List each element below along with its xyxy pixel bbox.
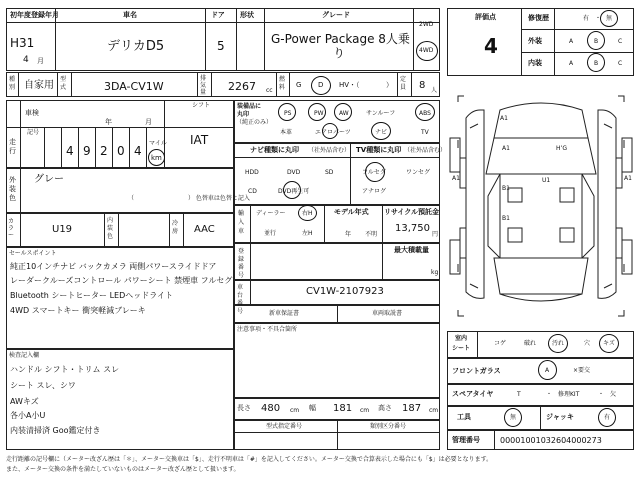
km-circle (148, 149, 165, 166)
mileage-digit: 4 (66, 144, 74, 158)
interior-color-label: 内装色 (107, 217, 114, 240)
int-grade-a: A (569, 60, 574, 67)
divider (540, 406, 541, 430)
shift-label: シフト (192, 102, 211, 109)
class-no-label: 類別区分番号 (370, 423, 407, 430)
navi-sd: SD (325, 169, 334, 176)
navi-dvd-play: DVD再生可 (278, 188, 310, 195)
ac-value: AAC (194, 224, 215, 235)
front-glass-label: フロントガラス (452, 367, 501, 375)
int-grade-c: C (618, 60, 623, 67)
inspection-label: 車検 (25, 109, 39, 117)
equipment-label-3: （純正のみ） (236, 119, 273, 126)
abs-circle (415, 103, 435, 121)
import-left-h: 左H (302, 230, 313, 237)
jack-circle (598, 408, 616, 427)
spare-sep: ・ (546, 391, 553, 398)
fuel-label: 燃料 (279, 76, 286, 91)
ext-b-circle (587, 31, 605, 50)
class-label: 種別 (9, 76, 16, 91)
new-warranty: 新車保証書 (269, 310, 300, 317)
divider (554, 8, 555, 76)
equip-ps: PS (284, 110, 292, 117)
length-value: 480 (261, 403, 281, 414)
interior-rating-label: 内装 (528, 59, 542, 67)
inspector-line: ハンドル シフト・トリム スレ (10, 365, 120, 374)
equip-tv: TV (421, 129, 429, 136)
drive-circle (416, 41, 438, 61)
spare-label: スペアタイヤ (452, 390, 494, 398)
kizu-circle (599, 334, 619, 353)
divider (324, 205, 325, 243)
sales-point-line: 純正10インチナビ バックカメラ 両側パワースライドドア (10, 262, 217, 271)
doors-value: 5 (217, 39, 225, 53)
divider (521, 52, 634, 53)
diagram-label: A1 (500, 115, 508, 122)
width-value: 181 (333, 403, 353, 414)
cm-unit-2: cm (360, 407, 370, 414)
divider (337, 305, 338, 323)
sales-points-label: セールスポイント (9, 250, 57, 257)
digit-divider (146, 127, 147, 168)
ext-grade-a: A (569, 38, 574, 45)
cm-unit-1: cm (290, 407, 300, 414)
fuel-close: ） (386, 81, 393, 89)
exterior-label: 外装色 (9, 176, 16, 202)
fg-a-circle (538, 360, 557, 380)
km-label: km (151, 154, 162, 162)
navi-cd: CD (248, 188, 257, 195)
divider (250, 280, 251, 305)
digit-divider (44, 127, 45, 168)
digit-divider (95, 127, 96, 168)
month-unit: 月 (37, 57, 44, 65)
manual: 車両取説書 (372, 310, 403, 317)
fuel-g: G (296, 81, 302, 89)
divider (6, 127, 234, 128)
rating-value: 4 (484, 34, 498, 58)
divider (234, 157, 440, 158)
right-h-circle (298, 205, 317, 221)
divider (276, 72, 277, 97)
fuel-d-circle (311, 76, 331, 95)
equip-leather: 本革 (280, 129, 293, 136)
seat-kizu: キズ (603, 340, 615, 347)
diagram-label: U1 (542, 177, 551, 184)
capacity-label: 定員 (400, 76, 407, 91)
seat-label-2: シート (452, 345, 471, 352)
spare-t: T (517, 391, 521, 398)
divider (264, 8, 265, 71)
capacity-value: 8 (419, 80, 426, 91)
divider (411, 72, 412, 97)
divider (71, 72, 72, 97)
recycle-label: リサイクル預託金 (384, 208, 440, 216)
divider (236, 8, 237, 71)
divider (20, 100, 21, 168)
divider (382, 205, 383, 243)
model-value: 3DA-CV1W (104, 80, 164, 93)
model-year-unit: 年 (345, 231, 352, 238)
model-year-label: モデル年式 (334, 208, 369, 216)
divider (289, 72, 290, 97)
yen-unit: 円 (432, 231, 439, 238)
fullseg-circle (365, 162, 385, 182)
doors-label: ドア (211, 11, 225, 19)
divider (18, 72, 19, 97)
digit-divider (78, 127, 79, 168)
model-label: 型式 (60, 76, 67, 91)
inspector-line: 内装清掃済 Goo鑑定付き (10, 426, 101, 435)
front-glass-need: ×要交 (573, 367, 591, 374)
equip-aw: AW (339, 110, 349, 117)
kg-unit: kg (431, 269, 439, 276)
int-grade-b: B (594, 60, 599, 67)
displacement-value: 2267 (228, 80, 256, 93)
inspector-line: 各小A小U (10, 411, 46, 420)
ext-grade-c: C (618, 38, 623, 45)
spare-kit: 修理KIT (558, 391, 580, 398)
navi-label: ナビ種類に丸印 (250, 146, 299, 154)
mileage-digit: 4 (134, 144, 142, 158)
repair-label: 修復歴 (528, 14, 549, 22)
divider (382, 243, 383, 280)
chassis-value: CV1W-2107923 (306, 286, 384, 297)
divider (205, 8, 206, 71)
equip-aero: エアロパーツ (315, 129, 351, 136)
reg-year-label: 初年度登録年月 (10, 11, 59, 19)
seat-koge: コゲ (494, 340, 507, 347)
width-label: 幅 (309, 404, 316, 412)
jack-label: ジャッキ (546, 413, 574, 421)
spare-none: 欠 (610, 391, 617, 398)
record-label: 記号 (27, 129, 40, 136)
seat-yogore: 汚れ (552, 340, 565, 347)
divider (350, 143, 351, 205)
exterior-note: （ ） 色替車は色替と記入 (128, 195, 250, 202)
length-label: 長さ (237, 404, 251, 412)
footer-line2: また、メーター交換の条件を満たしていないものはメーター改ざん歴として扱います。 (6, 466, 240, 473)
divider (104, 213, 105, 247)
ps-circle (278, 103, 296, 121)
drive-label: 2WD (419, 21, 434, 28)
diagram-label: H’G (556, 145, 568, 152)
mileage-label: 走行 (9, 138, 16, 155)
int-b-circle (587, 53, 605, 72)
mileage-digit: 0 (117, 144, 125, 158)
mgmt-label: 管理番号 (452, 436, 480, 444)
tv-sub: （社外品含む） (404, 147, 447, 154)
mileage-digit: 9 (83, 144, 91, 158)
diagram-label: B1 (502, 215, 510, 222)
repair-yes: 有 (583, 15, 590, 22)
import-right-h: 右H (302, 210, 313, 217)
equip-pw: PW (314, 110, 324, 117)
shape-label: 形状 (240, 11, 254, 19)
divider (250, 205, 251, 243)
tv-analog: アナログ (362, 188, 387, 195)
color-code-value: U19 (52, 224, 73, 235)
height-label: 高さ (378, 404, 392, 412)
grade-label: グレード (322, 11, 350, 19)
diagram-label: A1 (502, 145, 510, 152)
displacement-label: 排気量 (200, 75, 207, 96)
diagram-label: A1 (452, 175, 460, 182)
yogore-circle (548, 334, 568, 353)
sales-point-line: Bluetooth シートヒーター LEDヘッドライト (10, 291, 174, 300)
equip-sunroof: サンルーフ (366, 110, 396, 117)
height-value: 187 (402, 403, 422, 414)
mile-label: マイル (149, 140, 167, 147)
divider (521, 29, 634, 30)
divider (521, 8, 522, 76)
divider (211, 72, 212, 97)
repair-no: 無 (606, 15, 613, 22)
divider (397, 72, 398, 97)
tv-fullseg: フルセグ (362, 169, 386, 176)
pw-circle (308, 103, 326, 121)
navi-hdd: HDD (245, 169, 259, 176)
person-unit: 人 (431, 87, 438, 94)
digit-divider (129, 127, 130, 168)
footer-line1: 走行距離の記号欄に（メーター改ざん歴は「＊」、メーター交換車は「$」、走行不明車は「#」を記入してください。メーター交換で合算表示した場合にも「$」は必要となります。 (6, 456, 493, 463)
divider (118, 213, 119, 247)
use-value: 自家用 (24, 80, 54, 91)
drive-value: 4WD (419, 47, 434, 54)
notes-frame (234, 323, 440, 398)
car-diagram (448, 88, 634, 324)
reg-year-value: H31 (10, 36, 35, 50)
diagram-label: B1 (502, 185, 510, 192)
divider (494, 430, 495, 450)
reg-month-value: 4 (23, 55, 29, 65)
seat-yabure: 破れ (524, 340, 537, 347)
chassis-label: 車台番号 (237, 284, 244, 315)
ac-label: 冷房 (172, 220, 179, 235)
divider (413, 8, 414, 71)
divider (337, 420, 338, 450)
max-load-label: 最大積載量 (394, 246, 429, 254)
digit-divider (112, 127, 113, 168)
repair-sep: ・ (595, 15, 602, 22)
aw-circle (334, 103, 352, 121)
spare-sep-2: ・ (598, 391, 605, 398)
divider (250, 243, 251, 280)
tv-oneseg: ワンセグ (406, 169, 431, 176)
year-unit: 年 (105, 118, 112, 126)
divider (197, 72, 198, 97)
inspector-line: シート スレ、シワ (10, 381, 76, 390)
diagram-label: A1 (624, 175, 632, 182)
equipment-label-1: 装備品に (237, 103, 262, 110)
divider (57, 72, 58, 97)
exterior-rating-label: 外装 (528, 37, 542, 45)
ext-grade-b: B (594, 38, 599, 45)
tools-circle (504, 408, 522, 427)
import-label: 輸入車 (238, 210, 245, 235)
mileage-digit: 2 (100, 144, 108, 158)
exterior-color-value: グレー (34, 174, 64, 185)
seat-label-1: 室内 (455, 335, 468, 342)
import-parallel: 並行 (264, 230, 277, 237)
digit-divider (61, 127, 62, 168)
divider (6, 22, 440, 23)
divider (477, 331, 478, 358)
rating-label: 評価点 (475, 13, 496, 21)
color-code-label: カラー (8, 218, 15, 239)
inspector-label: 検査記入欄 (9, 352, 40, 359)
seat-ana: 穴 (584, 340, 591, 347)
navi-dvd: DVD (287, 169, 301, 176)
reg-no-label: 登録番号 (238, 248, 245, 279)
divider (183, 213, 184, 247)
equipment-label-2: 丸印 (237, 111, 250, 118)
jack-value: 有 (604, 414, 611, 421)
type-no-label: 型式指定番号 (266, 423, 303, 430)
fuel-hv: HV・（ (339, 81, 360, 89)
cc-unit: cc (266, 87, 273, 94)
tools-label: 工具 (457, 413, 471, 421)
front-glass-a: A (545, 367, 550, 374)
car-diagram-svg (448, 88, 634, 324)
import-dealer: ディーラー (256, 210, 286, 217)
grade-value-line2: り (333, 46, 346, 60)
car-name-value: デリカD5 (107, 39, 165, 54)
navi-circle (371, 122, 391, 140)
month-unit-2: 月 (145, 118, 152, 126)
sales-point-line: レーダークルーズコントロール パワーシート 禁煙車 フルセグ (10, 276, 233, 285)
divider (20, 213, 21, 247)
inspector-line: AWキズ (10, 397, 39, 406)
grade-value-line1: G-Power Package 8人乗 (271, 32, 410, 46)
divider (20, 168, 21, 213)
dvd-play-circle (283, 181, 301, 199)
aero-circle (322, 123, 338, 139)
navi-sub: （社外品含む） (308, 147, 351, 154)
car-name-label: 車名 (123, 11, 137, 19)
notes-label: 注意事項・不具合箇所 (237, 326, 298, 333)
mgmt-value: 00001001032604000273 (500, 436, 602, 445)
fuel-d: D (318, 81, 324, 89)
divider (169, 213, 170, 247)
recycle-value: 13,750 (395, 223, 430, 234)
divider (234, 432, 440, 433)
model-year-unknown: 不明 (365, 231, 378, 238)
repair-no-circle (600, 10, 618, 27)
tools-value: 無 (510, 414, 517, 421)
shift-value: IAT (190, 133, 209, 147)
equip-navi: ナビ (375, 129, 388, 136)
equip-abs: ABS (419, 110, 431, 117)
cm-unit-3: cm (429, 407, 439, 414)
tv-label: TV種類に丸印 (356, 146, 402, 154)
sales-point-line: 4WD スマートキー 衝突軽減ブレーキ (10, 306, 146, 315)
